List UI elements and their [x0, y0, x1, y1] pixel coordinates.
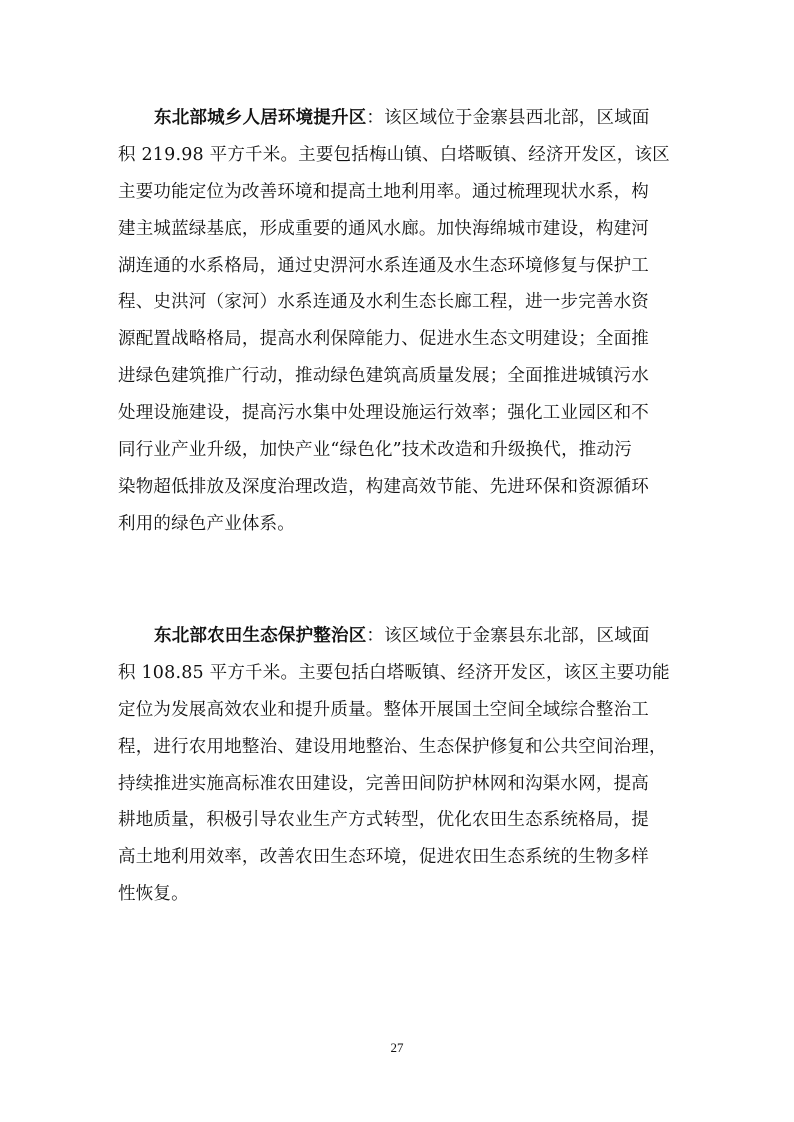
paragraph-line: 定位为发展高效农业和提升质量。整体开展国土空间全域综合整治工	[118, 699, 649, 720]
paragraph-line: 利用的绿色产业体系。	[118, 513, 295, 534]
paragraph-line: 东北部城乡人居环境提升区：该区域位于金寨县西北部，区域面	[154, 108, 650, 128]
paragraph-line: 源配置战略格局，提高水利保障能力、促进水生态文明建设；全面推	[118, 329, 649, 350]
paragraph-line: 进绿色建筑推广行动，推动绿色建筑高质量发展；全面推进城镇污水	[118, 366, 649, 387]
paragraph-line: 积 108.85 平方千米。主要包括白塔畈镇、经济开发区，该区主要功能	[118, 662, 670, 683]
paragraph-line: 程、史洪河（家河）水系连通及水利生态长廊工程，进一步完善水资	[118, 292, 649, 313]
paragraph-line: 性恢复。	[118, 884, 189, 905]
paragraph-line: 建主城蓝绿基底，形成重要的通风水廊。加快海绵城市建设，构建河	[118, 218, 649, 239]
paragraph-line: 同行业产业升级，加快产业“绿色化”技术改造和升级换代，推动污	[118, 440, 632, 461]
section-heading: 东北部城乡人居环境提升区	[154, 108, 367, 128]
paragraph-line: 染物超低排放及深度治理改造，构建高效节能、先进环保和资源循环	[118, 476, 649, 497]
paragraph-line: 湖连通的水系格局，通过史淠河水系连通及水生态环境修复与保护工	[118, 255, 649, 276]
paragraph-line: 东北部农田生态保护整治区：该区域位于金寨县东北部，区域面	[154, 626, 650, 646]
page-number: 27	[390, 1040, 404, 1055]
paragraph-line: 主要功能定位为改善环境和提高土地利用率。通过梳理现状水系，构	[118, 181, 649, 202]
section-heading: 东北部农田生态保护整治区	[154, 626, 367, 646]
paragraph-line: 高土地利用效率，改善农田生态环境，促进农田生态系统的生物多样	[118, 847, 649, 868]
paragraph-farmland-protection	[118, 618, 676, 913]
paragraph-line: 程，进行农用地整治、建设用地整治、生态保护修复和公共空间治理，	[118, 736, 667, 757]
paragraph-line: 持续推进实施高标准农田建设，完善田间防护林网和沟渠水网，提高	[118, 773, 649, 794]
paragraph-line: 耕地质量，积极引导农业生产方式转型，优化农田生态系统格局，提	[118, 810, 649, 831]
paragraph-residential-environment	[118, 100, 676, 543]
paragraph-line: 积 219.98 平方千米。主要包括梅山镇、白塔畈镇、经济开发区，该区	[118, 144, 670, 165]
paragraph-line: 处理设施建设，提高污水集中处理设施运行效率；强化工业园区和不	[118, 403, 649, 424]
